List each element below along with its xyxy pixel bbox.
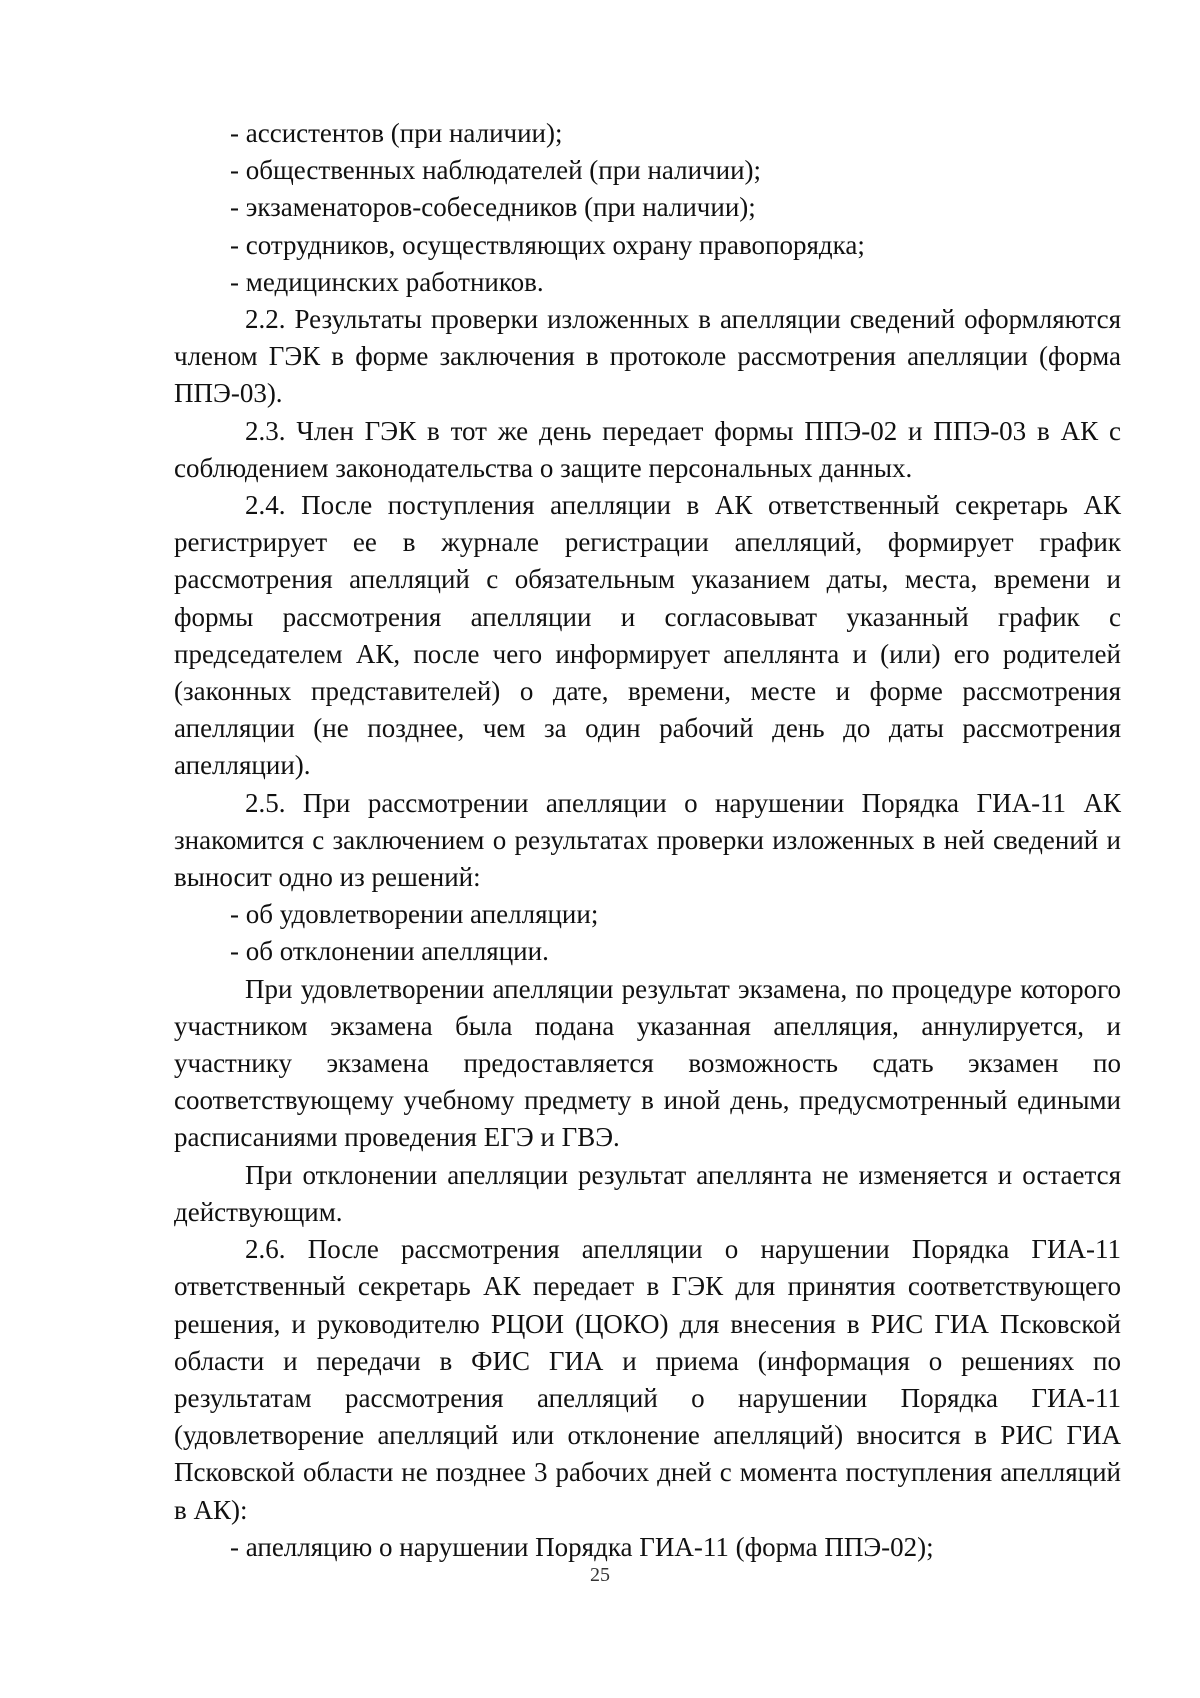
- page-number: 25: [590, 1564, 610, 1586]
- list-item: - об удовлетворении апелляции;: [230, 899, 599, 930]
- document-body: [174, 115, 1121, 1566]
- paragraph-2-6: 2.6. После рассмотрения апелляции о нарушении Порядка ГИА-11 ответственный секретарь АК передает в ГЭК для принятия соответствующего решения, и руководителю РЦОИ (ЦОКО) для внесения в РИС ГИА Псковской области и передачи в ФИС ГИА и приема (информация о решениях по результатам рассмотрения апелляций о нарушении Порядка ГИА-11 (удовлетворение апелляций или отклонение апелляций) вносится в РИС ГИА Псковской области не позднее 3 рабочих дней с момента поступления апелляций в АК):: [174, 1234, 1121, 1525]
- list-item: - апелляцию о нарушении Порядка ГИА-11 (форма ППЭ-02);: [230, 1531, 934, 1562]
- list-item: - общественных наблюдателей (при наличии);: [230, 155, 762, 186]
- list-item: - медицинских работников.: [230, 266, 544, 297]
- paragraph-2-3: 2.3. Член ГЭК в тот же день передает формы ППЭ-02 и ППЭ-03 в АК с соблюдением законодательства о защите персональных данных.: [174, 415, 1121, 483]
- list-item: - об отклонении апелляции.: [230, 936, 549, 967]
- list-item: - экзаменаторов-собеседников (при наличии);: [230, 192, 756, 223]
- paragraph-rejection: При отклонении апелляции результат апеллянта не изменяется и остается действующим.: [174, 1159, 1121, 1227]
- list-item: - сотрудников, осуществляющих охрану правопорядка;: [230, 229, 865, 260]
- list-item: - ассистентов (при наличии);: [230, 118, 563, 148]
- paragraph-2-2: 2.2. Результаты проверки изложенных в апелляции сведений оформляются членом ГЭК в форме заключения в протоколе рассмотрения апелляции (форма ППЭ-03).: [174, 304, 1121, 409]
- paragraph-2-5: 2.5. При рассмотрении апелляции о нарушении Порядка ГИА-11 АК знакомится с заключением о результатах проверки изложенных в ней сведений и выносит одно из решений:: [174, 787, 1121, 893]
- paragraph-2-4: 2.4. После поступления апелляции в АК ответственный секретарь АК регистрирует ее в журнале регистрации апелляций, формирует график рассмотрения апелляций с обязательным указанием даты, места, времени и формы рассмотрения апелляции и согласовыват указанный график с председателем АК, после чего информирует апеллянта и (или) его родителей (законных представителей) о дате, времени, месте и форме рассмотрения апелляции (не позднее, чем за один рабочий день до даты рассмотрения апелляции).: [174, 490, 1121, 781]
- paragraph-satisfaction: При удовлетворении апелляции результат экзамена, по процедуре которого участником экзамена была подана указанная апелляция, аннулируется, и участнику экзамена предоставляется возможность сдать экзамен по соответствующему учебному предмету в иной день, предусмотренный едиными расписаниями проведения ЕГЭ и ГВЭ.: [174, 973, 1121, 1153]
